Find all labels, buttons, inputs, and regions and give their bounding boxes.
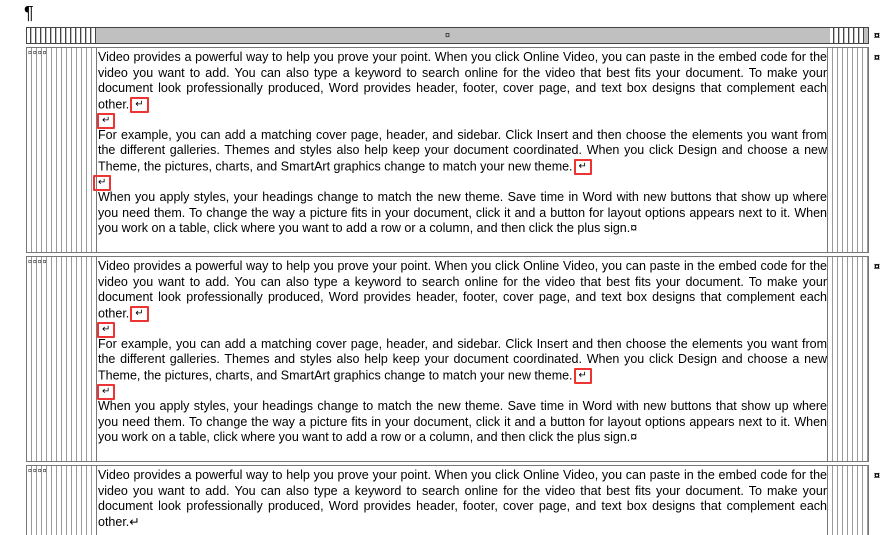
- empty-paragraph[interactable]: [98, 322, 827, 337]
- header-narrow-col: [860, 28, 864, 43]
- paragraph[interactable]: [98, 190, 827, 237]
- cell-marks-left: ¤¤¤¤: [28, 468, 48, 475]
- narrow-columns-left: [27, 257, 96, 461]
- table-header-row[interactable]: [26, 27, 880, 44]
- paragraph-break-marker: ↵: [574, 159, 592, 175]
- cell-marks-left: ¤¤¤¤: [28, 259, 48, 266]
- paragraph-text: For example, you can add a matching cover page, header, and sidebar. Click Insert and then choose the elements you want from the different galleries. Themes and styles also help keep your document coordinated. When you click Design and choose a new Theme, the pictures, charts, and SmartArt graphics change to match your new theme.: [98, 336, 827, 383]
- table-cell-text[interactable]: [96, 48, 828, 252]
- header-cell-mark: ¤: [444, 30, 450, 40]
- paragraph-text: Video provides a powerful way to help you prove your point. When you click Online Video, you can paste in the embed code for the video you want to add. You can also type a keyword to search online for the video that best fits your document. To make your document look professionally produced, Word provides header, footer, cover page, and text box designs that complement each other.: [98, 468, 827, 529]
- paragraph[interactable]: [98, 259, 827, 322]
- paragraph-break-marker: ↵: [129, 514, 140, 529]
- row-end-mark: ¤: [873, 470, 880, 482]
- paragraph[interactable]: [98, 399, 827, 446]
- paragraph[interactable]: [98, 337, 827, 384]
- table-row[interactable]: [26, 256, 880, 462]
- narrow-columns-right: [828, 257, 868, 461]
- header-narrow-col: [845, 28, 849, 43]
- paragraph-break-marker: ↵: [130, 97, 148, 113]
- header-row-end-mark: ¤: [873, 30, 880, 42]
- paragraph-break-marker: ↵: [97, 113, 115, 129]
- paragraph-break-marker: ↵: [97, 384, 115, 400]
- paragraph-text: Video provides a powerful way to help you prove your point. When you click Online Video, you can paste in the embed code for the video you want to add. You can also type a keyword to search online for the video that best fits your document. To make your document look professionally produced, Word provides header, footer, cover page, and text box designs that complement each other.: [98, 50, 827, 112]
- row-end-mark: ¤: [873, 261, 880, 273]
- table-row[interactable]: [26, 47, 880, 253]
- empty-paragraph[interactable]: [98, 113, 827, 128]
- header-narrow-col: [850, 28, 854, 43]
- header-narrow-col: [830, 28, 834, 43]
- header-narrow-col: [855, 28, 859, 43]
- cell-marks-left: ¤¤¤¤: [28, 50, 48, 57]
- cell-end-mark: ¤: [630, 221, 638, 236]
- paragraph-break-marker: ↵: [97, 322, 115, 338]
- paragraph-text: When you apply styles, your headings change to match the new theme. Save time in Word with new buttons that show up where you need them. To change the way a picture fits in your document, click it and a button for layout options appears next to it. When you work on a table, click where you want to add a row or a column, and then click the plus sign.: [98, 398, 827, 445]
- paragraph-break-marker: ↵: [130, 306, 148, 322]
- table-cell-text[interactable]: [96, 257, 828, 461]
- empty-paragraph[interactable]: [98, 175, 827, 190]
- header-narrow-col: [840, 28, 844, 43]
- paragraph-text: For example, you can add a matching cover page, header, and sidebar. Click Insert and then choose the elements you want from the different galleries. Themes and styles also help keep your document coordinated. When you click Design and choose a new Theme, the pictures, charts, and SmartArt graphics change to match your new theme.: [98, 127, 827, 174]
- narrow-columns-right: [828, 48, 868, 252]
- cell-end-mark: ¤: [630, 430, 638, 445]
- paragraph[interactable]: [98, 468, 827, 530]
- header-narrow-col: [835, 28, 839, 43]
- paragraph-break-marker: ↵: [93, 175, 111, 191]
- document-table[interactable]: [26, 27, 880, 535]
- row-end-mark: ¤: [873, 52, 880, 64]
- paragraph-text: Video provides a powerful way to help you prove your point. When you click Online Video, you can paste in the embed code for the video you want to add. You can also type a keyword to search online for the video that best fits your document. To make your document look professionally produced, Word provides header, footer, cover page, and text box designs that complement each other.: [98, 259, 827, 321]
- paragraph-break-marker: ↵: [574, 368, 592, 384]
- narrow-columns-left: [27, 48, 96, 252]
- paragraph-mark-top: ¶: [24, 3, 34, 23]
- paragraph-text: When you apply styles, your headings change to match the new theme. Save time in Word with new buttons that show up where you need them. To change the way a picture fits in your document, click it and a button for layout options appears next to it. When you work on a table, click where you want to add a row or a column, and then click the plus sign.: [98, 189, 827, 236]
- paragraph[interactable]: [98, 50, 827, 113]
- paragraph[interactable]: [98, 128, 827, 175]
- empty-paragraph[interactable]: [98, 384, 827, 399]
